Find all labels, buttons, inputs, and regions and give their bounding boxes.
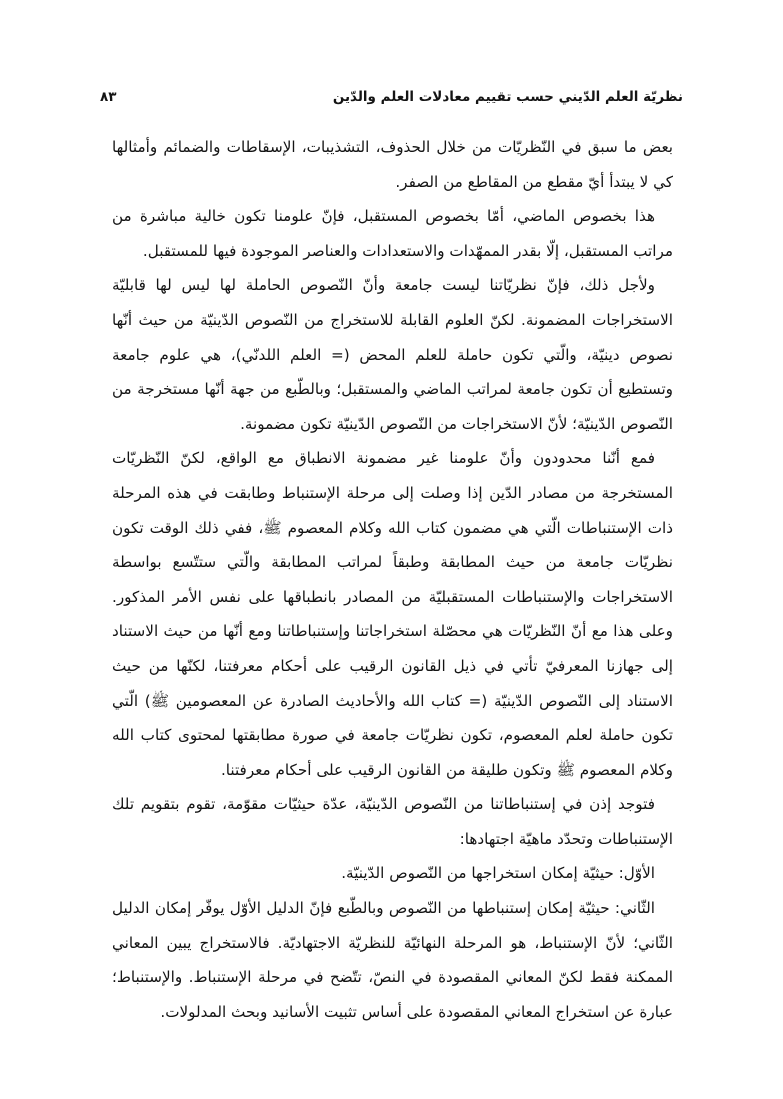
list-item-second: الثّاني: حيثيّة إمكان إستنباطها من النّصوص وبالطّبع فإنّ الدليل الأوّل يوفّر إمكان الدليل الثّاني؛ لأنّ الإستنباط، هو المرحلة النهائيّة للنظريّة الاجتهاديّة. فالاستخراج يبين المعاني الممكنة فقط لكنّ المعاني المقصودة في النصّ، تتّضح في مرحلة الإستنباط. والإستنباط؛ عبارة عن استخراج المعاني المقصودة على أساس تثبيت الأسانيد وبحث المدلولات. [112, 899, 673, 1021]
body-text [112, 130, 673, 1029]
running-header [100, 84, 683, 110]
paragraph: هذا بخصوص الماضي، أمّا بخصوص المستقبل، فإنّ علومنا تكون خالية مباشرة من مراتب المستقبل، إلّا بقدر الممهّدات والاستعدادات والعناصر الموجودة فيها للمستقبل. [112, 207, 673, 260]
paragraph: فمع أنّنا محدودون وأنّ علومنا غير مضمونة الانطباق مع الواقع، لكنّ النّظريّات المستخرجة من مصادر الدّين إذا وصلت إلى مرحلة الإستنباط وطابقت في هذه المرحلة ذات الإستنباطات الّتي هي مضمون كتاب الله وكلام المعصوم ﷺ، ففي ذلك الوقت تكون نظريّات جامعة من حيث المطابقة وطبقاً لمراتب المطابقة والّتي ستتّسع بواسطة الاستخراجات والإستنباطات المستقبليّة من المصادر بانطباقها على نفس الأمر المذكور. وعلى هذا مع أنّ النّظريّات هي محصّلة استخراجاتنا وإستنباطاتنا ومع أنّها من حيث الاستناد إلى جهازنا المعرفيّ تأتي في ذيل القانون الرقيب على أحكام معرفتنا، لكنّها من حيث الاستناد إلى النّصوص الدّينيّة (= كتاب الله والأحاديث الصادرة عن المعصومين ﷺ) الّتي تكون حاملة لعلم المعصوم، تكون نظريّات جامعة في صورة مطابقتها لمحتوى كتاب الله وكلام المعصوم ﷺ وتكون طليقة من القانون الرقيب على أحكام معرفتنا. [112, 449, 673, 779]
header-title: نظريّة العلم الدّيني حسب تقييم معادلات العلم والدّين [332, 89, 683, 105]
paragraph: فتوجد إذن في إستنباطاتنا من النّصوص الدّينيّة، عدّة حيثيّات مقوّمة، تقوم بتقويم تلك الإستنباطات وتحدّد ماهيّة اجتهادها: [112, 795, 673, 848]
list-item-first: الأوّل: حيثيّة إمكان استخراجها من النّصوص الدّينيّة. [341, 864, 655, 883]
page-number: ٨٣ [100, 89, 117, 105]
paragraph: ولأجل ذلك، فإنّ نظريّاتنا ليست جامعة وأنّ النّصوص الحاملة لها ليس لها قابليّة الاستخراجات المضمونة. لكنّ العلوم القابلة للاستخراج من النّصوص الدّينيّة من حيث أنّها نصوص دينيّة، والّتي تكون حاملة للعلم المحض (= العلم اللدنّي)، هي علوم جامعة وتستطيع أن تكون جامعة لمراتب الماضي والمستقبل؛ وبالطّبع من جهة أنّها مستخرجة من النّصوص الدّينيّة؛ لأنّ الاستخراجات من النّصوص الدّينيّة تكون مضمونة. [112, 276, 673, 433]
paragraph-continuation: بعض ما سبق في النّظريّات من خلال الحذوف، التشذيبات، الإسقاطات والضمائم وأمثالها كي لا يبتدأ أيّ مقطع من المقاطع من الصفر. [112, 138, 673, 191]
